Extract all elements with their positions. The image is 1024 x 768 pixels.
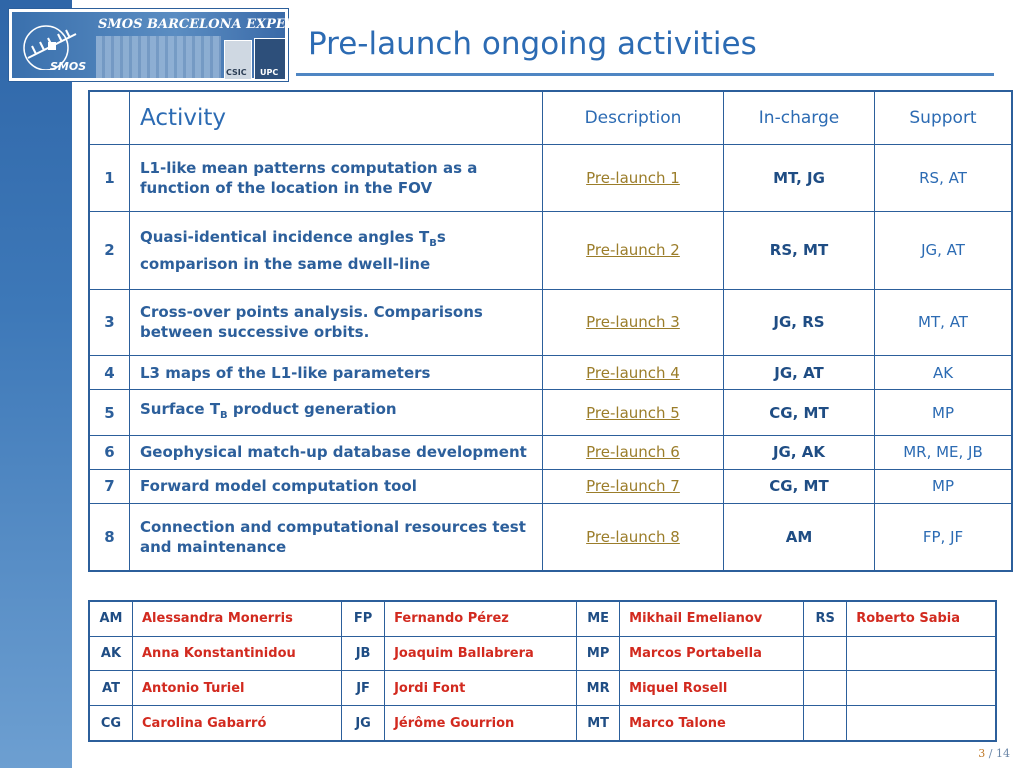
smos-bec-logo bbox=[8, 8, 374, 82]
person-abbr: ME bbox=[577, 601, 620, 636]
person-abbr: MR bbox=[577, 671, 620, 706]
description-cell bbox=[543, 504, 724, 571]
logo-title: SMOS BARCELONA EXPERT CENTRE bbox=[98, 17, 374, 32]
people-legend-table bbox=[88, 600, 997, 742]
person-name: Alessandra Monerris bbox=[133, 601, 342, 636]
person-abbr: AK bbox=[89, 636, 133, 671]
table-row bbox=[89, 469, 1012, 503]
activity-cell bbox=[130, 211, 543, 289]
support-cell: RS, AT bbox=[875, 145, 1013, 212]
person-name bbox=[847, 706, 996, 741]
person-name bbox=[847, 636, 996, 671]
support-cell: FP, JF bbox=[875, 504, 1013, 571]
person-abbr: JF bbox=[342, 671, 385, 706]
row-number: 6 bbox=[89, 435, 130, 469]
activity-cell: Connection and computational resources test and maintenance bbox=[130, 504, 543, 571]
activity-subscript: B bbox=[220, 410, 228, 422]
activity-cell bbox=[130, 390, 543, 435]
in-charge-cell: JG, AK bbox=[724, 435, 875, 469]
activity-text: Quasi-identical incidence angles T bbox=[140, 227, 430, 246]
row-number: 8 bbox=[89, 504, 130, 571]
person-abbr: MP bbox=[577, 636, 620, 671]
description-link[interactable]: Pre-launch 3 bbox=[586, 313, 680, 332]
person-name: Antonio Turiel bbox=[133, 671, 342, 706]
table-row bbox=[89, 145, 1012, 212]
support-cell: MP bbox=[875, 390, 1013, 435]
activity-text-end: s comparison in the same dwell-line bbox=[140, 227, 446, 273]
description-cell bbox=[543, 435, 724, 469]
description-link[interactable]: Pre-launch 2 bbox=[586, 241, 680, 260]
legend-row bbox=[89, 671, 996, 706]
activity-cell: Forward model computation tool bbox=[130, 469, 543, 503]
csic-logo bbox=[224, 40, 252, 80]
page-total: / 14 bbox=[988, 747, 1010, 760]
person-abbr: JG bbox=[342, 706, 385, 741]
upc-logo bbox=[254, 38, 286, 80]
row-number: 3 bbox=[89, 289, 130, 356]
table-row bbox=[89, 356, 1012, 390]
description-cell bbox=[543, 390, 724, 435]
row-number: 4 bbox=[89, 356, 130, 390]
in-charge-cell: AM bbox=[724, 504, 875, 571]
person-name: Roberto Sabia bbox=[847, 601, 996, 636]
row-number: 5 bbox=[89, 390, 130, 435]
sidebar-band bbox=[0, 0, 72, 768]
legend-row bbox=[89, 601, 996, 636]
person-name: Mikhail Emelianov bbox=[620, 601, 804, 636]
logo-smos-text: SMOS bbox=[50, 60, 87, 73]
page-number bbox=[978, 747, 1010, 760]
person-abbr: MT bbox=[577, 706, 620, 741]
upc-label: UPC bbox=[260, 68, 279, 77]
person-name: Joaquim Ballabrera bbox=[385, 636, 577, 671]
activity-cell: Cross-over points analysis. Comparisons between successive orbits. bbox=[130, 289, 543, 356]
person-abbr bbox=[804, 706, 847, 741]
description-link[interactable]: Pre-launch 4 bbox=[586, 363, 680, 382]
person-name: Fernando Pérez bbox=[385, 601, 577, 636]
table-row bbox=[89, 435, 1012, 469]
activity-cell: Geophysical match-up database development bbox=[130, 435, 543, 469]
header-num bbox=[89, 91, 130, 145]
header-in-charge: In-charge bbox=[724, 91, 875, 145]
legend-row bbox=[89, 706, 996, 741]
person-name: Jordi Font bbox=[385, 671, 577, 706]
description-cell bbox=[543, 289, 724, 356]
person-abbr: CG bbox=[89, 706, 133, 741]
logo-banner bbox=[12, 12, 374, 78]
support-cell: MP bbox=[875, 469, 1013, 503]
table-row bbox=[89, 211, 1012, 289]
person-abbr: RS bbox=[804, 601, 847, 636]
activity-text-end: product generation bbox=[227, 400, 397, 419]
person-name: Marco Talone bbox=[620, 706, 804, 741]
page-title: Pre-launch ongoing activities bbox=[308, 26, 757, 62]
description-link[interactable]: Pre-launch 7 bbox=[586, 477, 680, 496]
row-number: 2 bbox=[89, 211, 130, 289]
description-link[interactable]: Pre-launch 1 bbox=[586, 168, 680, 187]
table-header-row bbox=[89, 91, 1012, 145]
activity-subscript: B bbox=[429, 237, 437, 249]
table-row bbox=[89, 390, 1012, 435]
table-row bbox=[89, 289, 1012, 356]
title-divider bbox=[296, 73, 994, 76]
header-description: Description bbox=[543, 91, 724, 145]
building-photo bbox=[96, 36, 221, 78]
in-charge-cell: RS, MT bbox=[724, 211, 875, 289]
description-link[interactable]: Pre-launch 5 bbox=[586, 403, 680, 422]
in-charge-cell: CG, MT bbox=[724, 469, 875, 503]
person-abbr: JB bbox=[342, 636, 385, 671]
person-name: Carolina Gabarró bbox=[133, 706, 342, 741]
csic-label: CSIC bbox=[226, 68, 247, 77]
support-cell: MT, AT bbox=[875, 289, 1013, 356]
person-name: Miquel Rosell bbox=[620, 671, 804, 706]
person-name: Anna Konstantinidou bbox=[133, 636, 342, 671]
description-cell bbox=[543, 356, 724, 390]
description-cell bbox=[543, 211, 724, 289]
header-activity: Activity bbox=[130, 91, 543, 145]
support-cell: JG, AT bbox=[875, 211, 1013, 289]
activity-cell: L3 maps of the L1-like parameters bbox=[130, 356, 543, 390]
header-support: Support bbox=[875, 91, 1013, 145]
description-link[interactable]: Pre-launch 8 bbox=[586, 528, 680, 546]
person-name: Jérôme Gourrion bbox=[385, 706, 577, 741]
support-cell: MR, ME, JB bbox=[875, 435, 1013, 469]
person-abbr: FP bbox=[342, 601, 385, 636]
support-cell: AK bbox=[875, 356, 1013, 390]
table-row bbox=[89, 504, 1012, 571]
activity-text: Surface T bbox=[140, 400, 221, 419]
page-current: 3 bbox=[978, 747, 986, 760]
person-abbr: AM bbox=[89, 601, 133, 636]
person-name: Marcos Portabella bbox=[620, 636, 804, 671]
in-charge-cell: JG, AT bbox=[724, 356, 875, 390]
person-name bbox=[847, 671, 996, 706]
description-cell bbox=[543, 145, 724, 212]
row-number: 1 bbox=[89, 145, 130, 212]
activity-cell: L1-like mean patterns computation as a function of the location in the FOV bbox=[130, 145, 543, 212]
description-cell bbox=[543, 469, 724, 503]
description-link[interactable]: Pre-launch 6 bbox=[586, 443, 680, 462]
legend-row bbox=[89, 636, 996, 671]
in-charge-cell: JG, RS bbox=[724, 289, 875, 356]
in-charge-cell: MT, JG bbox=[724, 145, 875, 212]
person-abbr: AT bbox=[89, 671, 133, 706]
person-abbr bbox=[804, 671, 847, 706]
row-number: 7 bbox=[89, 469, 130, 503]
in-charge-cell: CG, MT bbox=[724, 390, 875, 435]
person-abbr bbox=[804, 636, 847, 671]
activities-table bbox=[88, 90, 1013, 572]
